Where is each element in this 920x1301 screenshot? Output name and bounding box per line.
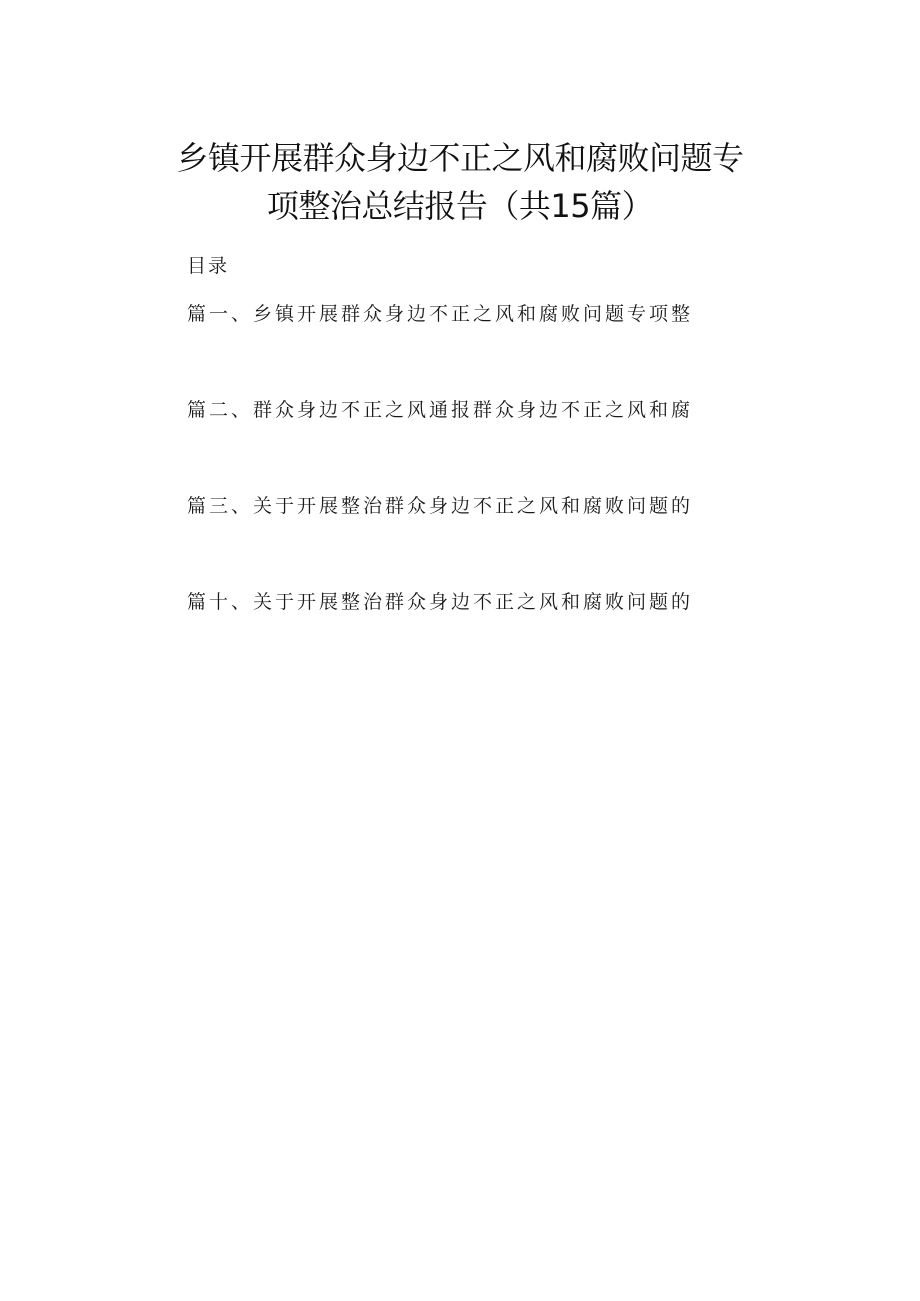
toc-item[interactable]: 篇二、群众身边不正之风通报群众身边不正之风和腐 xyxy=(187,399,694,421)
document-title xyxy=(120,134,800,230)
document-title-line-2: 项整治总结报告（共15篇） xyxy=(266,187,654,225)
toc-item[interactable]: 篇一、乡镇开展群众身边不正之风和腐败问题专项整 xyxy=(187,303,694,325)
document-title-line-1: 乡镇开展群众身边不正之风和腐败问题专 xyxy=(176,139,744,177)
toc-item[interactable]: 篇十、关于开展整治群众身边不正之风和腐败问题的 xyxy=(187,591,694,613)
toc-item[interactable]: 篇三、关于开展整治群众身边不正之风和腐败问题的 xyxy=(187,495,694,517)
toc-heading: 目录 xyxy=(187,255,230,277)
